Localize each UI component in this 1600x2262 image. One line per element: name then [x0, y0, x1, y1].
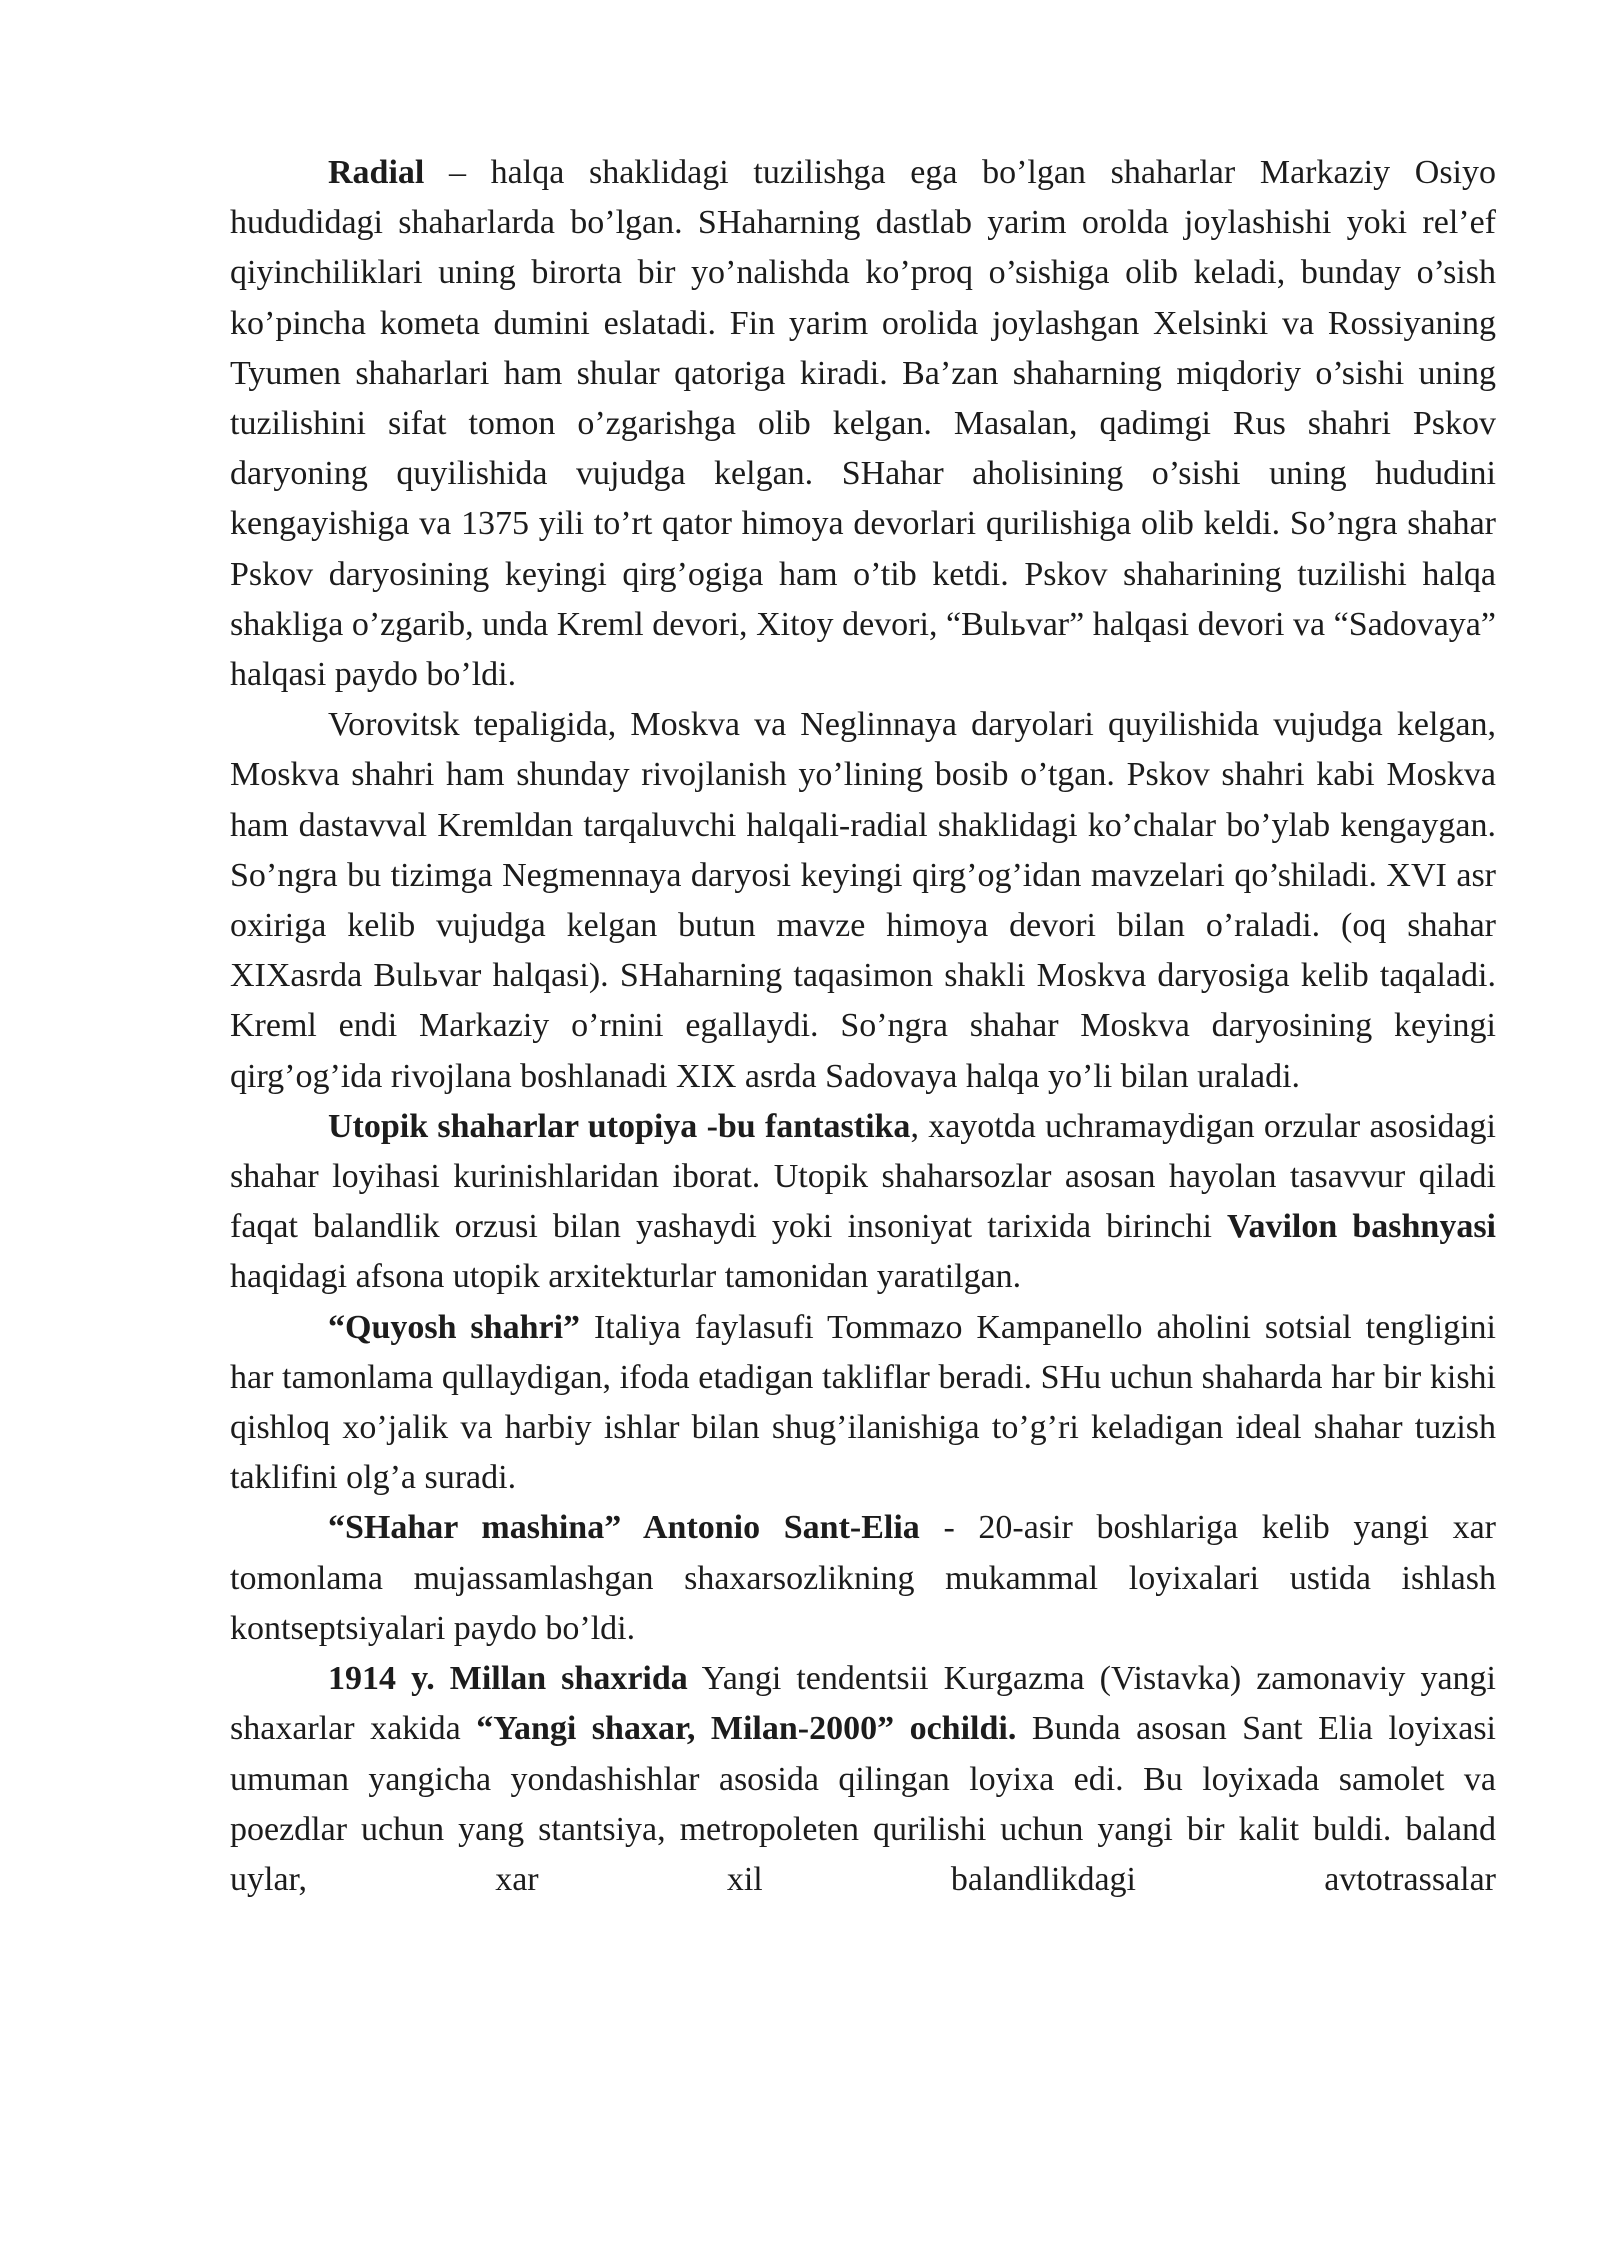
paragraph-moskva — [230, 700, 1496, 1102]
paragraph-text: – halqa shaklidagi tuzilishga ega bo’lgan shaharlar Markaziy Osiyo hududidagi shaharlarda bo’lgan. SHaharning dastlab yarim orolda joylashishi yoki rel’ef qiyinchiliklari uning birorta bir yo’nalishda ko’proq o’sishiga olib keladi, bunday o’sish ko’pincha kometa dumini eslatadi. Fin yarim orolida joylashgan Xelsinki va Rossiyaning Tyumen shaharlari ham shular qatoriga kiradi. Ba’zan shaharning miqdoriy o’sishi uning tuzilishini sifat tomon o’zgarishga olib kelgan. Masalan, qadimgi Rus shahri Pskov daryoning quyilishida vujudga kelgan. SHahar aholisining o’sishi uning hududini kengayishiga va 1375 yili to’rt qator himoya devorlari qurilishiga olib keldi. So’ngra shahar Pskov daryosining keyingi qirg’ogiga ham o’tib ketdi. Pskov shaharining tuzilishi halqa shakliga o’zgarib, unda Kreml devori, Xitoy devori, “Bulьvar” halqasi devori va “Sadovaya” halqasi paydo bo’ldi. — [230, 154, 1496, 694]
paragraph-mashina — [230, 1503, 1496, 1654]
term-vavilon: Vavilon bashnyasi — [1227, 1208, 1497, 1246]
paragraph-text: Bunda asosan Sant Elia loyixasi umuman yangicha yondashishlar asosida qilingan loyixa edi. Bu loyixada samolet va poezdlar uchun yang stantsiya, metropoleten qurilishi uchun yangi bir kalit buldi. baland uylar, xar xil balandlikdagi avtotrassalar — [230, 1710, 1496, 1898]
paragraph-text: - 20-asir boshlariga kelib yangi xar tomonlama mujassamlashgan shaxarsozlikning mukammal loyixalari ustida ishlash kontseptsiyalari paydo bo’ldi. — [230, 1509, 1497, 1647]
paragraph-radial — [230, 148, 1496, 700]
term-quyosh-shahri: “Quyosh shahri” — [328, 1308, 581, 1346]
paragraph-text: Vorovitsk tepaligida, Moskva va Neglinnaya daryolari quyilishida vujudga kelgan, Moskva shahri ham shunday rivojlanish yo’lining bosib o’tgan. Pskov shahri kabi Moskva ham dastavval Kremldan tarqaluvchi halqali-radial shaklidagi ko’chalar bo’ylab kengaygan. So’ngra bu tizimga Negmennaya daryosi keyingi qirg’og’idan mavzelari qo’shiladi. XVI asr oxiriga kelib vujudga kelgan butun mavze himoya devori bilan o’raladi. (oq shahar XIXasrda Bulьvar halqasi). SHaharning taqasimon shakli Moskva daryosiga kelib taqaladi. Kreml endi Markaziy o’rnini egallaydi. So’ngra shahar Moskva daryosining keyingi qirg’og’ida rivojlana boshlanadi XIX asrda Sadovaya halqa yo’li bilan uraladi. — [230, 706, 1496, 1095]
term-millan: 1914 y. Millan shaxrida — [328, 1660, 688, 1698]
term-shahar-mashina: “SHahar mashina” Antonio Sant-Elia — [328, 1509, 920, 1547]
paragraph-text: Yangi tendentsii Kurgazma (Vistavka) zamonaviy yangi shaxarlar xakida — [230, 1660, 1496, 1748]
term-radial: Radial — [328, 154, 425, 191]
paragraph-text: , xayotda uchramaydigan orzular asosidagi shahar loyihasi kurinishlaridan iborat. Utopik shaharsozlar asosan hayolan tasavvur qiladi faqat balandlik orzusi bilan yashaydi yoki insoniyat tarixida birinchi — [230, 1107, 1496, 1246]
paragraph-text: haqidagi afsona utopik arxitekturlar tamonidan yaratilgan. — [230, 1258, 1022, 1296]
paragraph-quyosh — [230, 1303, 1496, 1504]
paragraph-text: Italiya faylasufi Tommazo Kampanello aholini sotsial tengligini har tamonlama qullaydigan, ifoda etadigan takliflar beradi. SHu uchun shaharda har bir kishi qishloq xo’jalik va harbiy ishlar bilan shug’ilanishiga to’g’ri keladigan ideal shahar tuzish taklifini olg’a suradi. — [230, 1308, 1496, 1497]
paragraph-utopik — [230, 1102, 1496, 1303]
term-yangi-shaxar: “Yangi shaxar, Milan-2000” ochildi. — [476, 1710, 1017, 1748]
document-page — [230, 148, 1496, 1905]
term-utopik: Utopik shaharlar utopiya -bu fantastika — [328, 1107, 911, 1145]
paragraph-millan — [230, 1654, 1496, 1905]
